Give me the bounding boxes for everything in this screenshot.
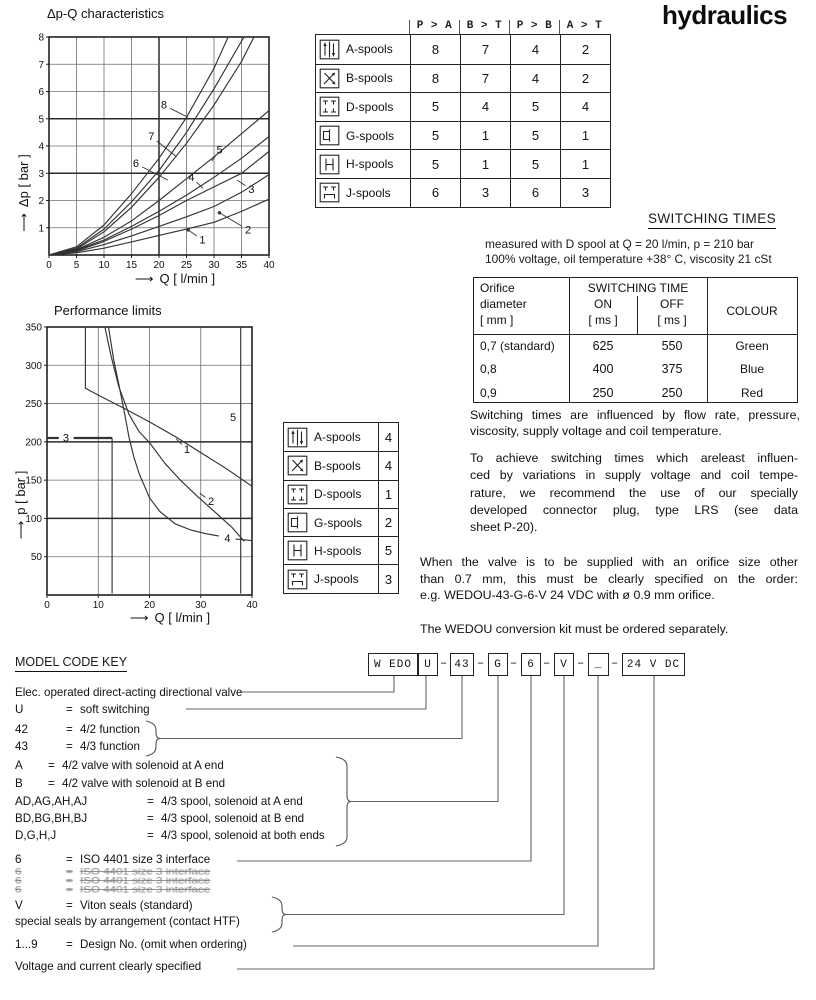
x-tick-label: 15 xyxy=(125,260,138,271)
code-separator: – xyxy=(577,656,585,670)
curve-label-8: 8 xyxy=(160,99,168,112)
spool-col-header: P > B xyxy=(509,20,559,34)
conversion-kit-note: The WEDOU conversion kit must be ordered separately. xyxy=(420,622,729,636)
legend-description: soft switching xyxy=(80,703,150,716)
spool-value-cell: 4 xyxy=(378,451,398,479)
legend-description: 4/3 spool, solenoid at A end xyxy=(161,795,303,808)
curve-4b xyxy=(236,539,252,541)
on-header: [ ms ] xyxy=(588,313,618,327)
legend-description: 4/2 valve with solenoid at B end xyxy=(62,777,226,790)
legend-row xyxy=(15,740,140,753)
code-separator: – xyxy=(543,656,551,670)
legend-code: B xyxy=(15,777,23,790)
legend-description: Viton seals (standard) xyxy=(80,899,193,912)
spool-value-cell: 1 xyxy=(560,121,610,150)
spool-row-label xyxy=(316,35,410,64)
spool-value-cell: 5 xyxy=(410,149,460,178)
legend-description: 4/3 spool, solenoid at both ends xyxy=(161,829,325,842)
legend-equals: = xyxy=(66,875,73,886)
brand-logo: hydraulics xyxy=(662,0,788,30)
label-leader-line xyxy=(170,108,188,117)
spool-label-text: G-spools xyxy=(346,128,395,143)
curve-label-6: 6 xyxy=(132,158,139,171)
note-line: developed connector plug, type LRS (see data xyxy=(470,502,798,517)
y-tick-label: 100 xyxy=(25,513,42,525)
x-tick-label: 0 xyxy=(44,600,50,611)
a-spool-icon xyxy=(319,39,340,60)
condition-line: measured with D spool at Q = 20 l/min, p = 210 bar xyxy=(485,237,755,251)
on-header: ON xyxy=(594,297,612,311)
connector-valve xyxy=(240,676,394,692)
brace-spool xyxy=(336,757,351,846)
spool-label-text: J-spools xyxy=(346,185,391,200)
model-code-box: W EDO xyxy=(368,653,418,676)
connector-seals xyxy=(286,676,564,915)
x-tick-label: 20 xyxy=(143,600,156,611)
spool-label-text: D-spools xyxy=(346,99,394,114)
leader-dot xyxy=(218,211,221,214)
connector-design xyxy=(293,676,598,946)
spool-value-cell: 8 xyxy=(410,35,460,64)
spool-value-cell: 1 xyxy=(460,149,510,178)
x-axis-arrow-icon: ⟶ xyxy=(129,610,148,625)
legend-code: U xyxy=(15,703,24,716)
switching-conditions xyxy=(485,237,772,267)
spool-value-cell: 5 xyxy=(378,536,398,564)
legend-row xyxy=(15,777,225,790)
spool-row-label xyxy=(284,508,378,536)
spool-table-top-header xyxy=(409,20,609,34)
colour-header: COLOUR xyxy=(726,304,778,318)
g-spool-icon xyxy=(287,512,308,533)
dpq-x-axis-label: ⟶ Q [ l/min ] xyxy=(134,271,216,286)
y-axis-arrow-icon: ⟶ xyxy=(13,521,28,540)
model-code-box: U xyxy=(418,653,438,676)
y-axis-arrow-icon: ⟶ xyxy=(16,214,31,232)
y-tick-label: 4 xyxy=(38,141,44,153)
b-spool-icon xyxy=(319,68,340,89)
spool-value-cell: 6 xyxy=(510,178,560,207)
condition-line: 100% voltage, oil temperature +38° C, viscosity 21 cSt xyxy=(485,252,772,266)
limits-y-axis-label: ⟶p [ bar ] xyxy=(13,470,28,540)
x-tick-label: 30 xyxy=(208,260,220,271)
spool-label-text: H-spools xyxy=(346,157,394,172)
curve-6 xyxy=(49,34,255,255)
spool-value-cell: 1 xyxy=(560,149,610,178)
note-line: rature, we recommend the use of our specially xyxy=(470,485,798,500)
y-tick-label: 300 xyxy=(25,360,42,372)
spool-value-cell: 4 xyxy=(460,92,510,121)
off-header: [ ms ] xyxy=(657,313,687,327)
curve-label-3: 3 xyxy=(62,432,70,445)
y-tick-label: 1 xyxy=(38,223,44,235)
table-divider xyxy=(474,334,797,335)
limits-chart-title: Performance limits xyxy=(54,303,162,318)
legend-equals: = xyxy=(66,866,73,877)
orifice-cell: 0,9 xyxy=(480,385,497,400)
x-tick-label: 25 xyxy=(180,260,193,271)
code-separator: – xyxy=(510,656,518,670)
legend-code: 43 xyxy=(15,740,28,753)
g-spool-icon xyxy=(319,125,340,146)
x-tick-label: 10 xyxy=(98,260,110,271)
curve-label-5: 5 xyxy=(229,411,237,424)
y-tick-label: 150 xyxy=(25,475,42,487)
legend-code: 6 xyxy=(15,853,22,866)
note-line: viscosity, supply voltage and coil temperature. xyxy=(470,423,722,438)
curve-label-1: 1 xyxy=(199,234,206,247)
spool-row-label xyxy=(284,564,378,592)
spool-row-label xyxy=(316,178,410,207)
legend-code: 6 xyxy=(15,875,22,886)
on-time-cell: 625 xyxy=(592,339,614,353)
j-spool-icon xyxy=(319,182,340,203)
spool-col-header: P > A xyxy=(409,20,459,34)
curve-label-4: 4 xyxy=(188,171,195,184)
legend-code: BD,BG,BH,BJ xyxy=(15,812,88,825)
curve-label-4: 4 xyxy=(224,532,231,545)
legend-description: 4/2 valve with solenoid at A end xyxy=(62,759,224,772)
d-spool-icon xyxy=(319,96,340,117)
on-time-cell: 250 xyxy=(592,385,614,400)
y-tick-label: 2 xyxy=(38,196,44,207)
orifice-order-note xyxy=(420,554,798,604)
legend-description: ISO 4401 size 3 interface xyxy=(80,875,211,886)
curve-label-2: 2 xyxy=(207,496,215,509)
curve-label-7: 7 xyxy=(148,130,155,143)
spool-label-text: H-spools xyxy=(314,543,362,558)
limits-chart xyxy=(24,322,280,616)
orifice-cell: 0,8 xyxy=(480,362,497,377)
legend-row xyxy=(15,686,243,699)
legend-equals: = xyxy=(48,777,55,790)
legend-code: 6 xyxy=(15,866,22,877)
legend-equals: = xyxy=(66,723,73,736)
legend-equals: = xyxy=(66,899,73,912)
legend-row xyxy=(15,795,303,808)
h-spool-icon xyxy=(287,540,308,561)
x-tick-label: 40 xyxy=(246,600,258,611)
y-tick-label: 350 xyxy=(25,322,42,334)
legend-equals: = xyxy=(147,829,154,842)
spool-value-cell: 1 xyxy=(378,480,398,508)
legend-code: D,G,H,J xyxy=(15,829,57,842)
legend-description: Elec. operated direct-acting directional valve xyxy=(15,686,243,699)
spool-value-cell: 3 xyxy=(560,178,610,207)
a-spool-icon xyxy=(287,427,308,448)
x-tick-label: 0 xyxy=(46,260,52,271)
switching-times-table xyxy=(473,277,798,403)
curve-label-2: 2 xyxy=(245,224,252,237)
legend-description: ISO 4401 size 3 interface xyxy=(80,866,211,877)
spool-value-cell: 4 xyxy=(560,92,610,121)
limits-x-axis-label: ⟶ Q [ l/min ] xyxy=(129,610,211,625)
model-code-box: 24 V DC xyxy=(622,653,685,676)
switching-times-heading: SWITCHING TIMES xyxy=(648,211,776,229)
dpq-chart xyxy=(30,30,290,278)
legend-row xyxy=(15,723,140,736)
curve-label-1: 1 xyxy=(183,444,190,457)
dpq-y-axis-label: ⟶Δp [ bar ] xyxy=(16,154,31,232)
leader-dot xyxy=(186,228,189,231)
on-time-cell: 400 xyxy=(592,362,614,377)
spool-table-top xyxy=(315,34,611,208)
off-header: OFF xyxy=(660,297,684,311)
orifice-header: diameter xyxy=(480,297,527,311)
note-line: Switching times are influenced by flow rate, pressure, xyxy=(470,408,800,422)
legend-row xyxy=(15,938,247,951)
spool-value-cell: 8 xyxy=(410,64,460,93)
spool-row-label xyxy=(284,480,378,508)
legend-description: special seals by arrangement (contact HTF) xyxy=(15,915,240,928)
legend-equals: = xyxy=(147,795,154,808)
note-line: To achieve switching times which areleast influen- xyxy=(470,451,798,465)
legend-description: Voltage and current clearly specified xyxy=(15,960,202,973)
legend-code: AD,AG,AH,AJ xyxy=(15,795,88,808)
brace-function xyxy=(146,721,160,756)
spool-label-text: B-spools xyxy=(314,458,361,473)
curve-label-3: 3 xyxy=(248,184,255,197)
spool-value-cell: 2 xyxy=(560,64,610,93)
spool-value-cell: 7 xyxy=(460,35,510,64)
code-separator: – xyxy=(440,656,448,670)
legend-code: 6 xyxy=(15,884,22,895)
legend-equals: = xyxy=(147,812,154,825)
spool-value-cell: 4 xyxy=(510,64,560,93)
legend-code: A xyxy=(15,759,23,772)
legend-code: V xyxy=(15,899,23,912)
note-line: When the valve is to be supplied with an orifice size other xyxy=(420,555,798,569)
legend-row xyxy=(15,703,150,716)
y-tick-label: 7 xyxy=(38,59,44,71)
y-tick-label: 3 xyxy=(38,168,44,180)
legend-row xyxy=(15,899,193,912)
spool-label-text: A-spools xyxy=(314,430,361,445)
legend-description: ISO 4401 size 3 interface xyxy=(80,884,211,895)
legend-equals: = xyxy=(66,703,73,716)
legend-equals: = xyxy=(66,938,73,951)
spool-value-cell: 1 xyxy=(460,121,510,150)
spool-value-cell: 6 xyxy=(410,178,460,207)
spool-label-text: A-spools xyxy=(346,42,393,57)
model-code-key-heading: MODEL CODE KEY xyxy=(15,655,127,672)
connector-spool xyxy=(351,676,498,802)
orifice-cell: 0,7 (standard) xyxy=(480,339,555,353)
legend-description: 4/3 function xyxy=(80,740,140,753)
spool-row-label xyxy=(316,121,410,150)
legend-row xyxy=(15,915,240,928)
legend-description: 4/2 function xyxy=(80,723,140,736)
d-spool-icon xyxy=(287,484,308,505)
model-code-box: G xyxy=(488,653,508,676)
legend-description: 4/3 spool, solenoid at B end xyxy=(161,812,305,825)
y-tick-label: 50 xyxy=(30,552,42,564)
colour-cell: Green xyxy=(735,339,769,353)
note-line: e.g. WEDOU-43-G-6-V 24 VDC with ø 0.9 mm orifice. xyxy=(420,588,715,603)
legend-code: 42 xyxy=(15,723,28,736)
colour-cell: Red xyxy=(740,385,763,400)
legend-equals: = xyxy=(66,884,73,895)
colour-cell: Blue xyxy=(739,362,765,377)
spool-row-label xyxy=(284,451,378,479)
orifice-header: Orifice xyxy=(480,281,515,295)
off-time-cell: 250 xyxy=(661,385,683,400)
spool-col-header: B > T xyxy=(459,20,509,34)
switching-time-group-header: SWITCHING TIME xyxy=(587,281,689,295)
off-time-cell: 375 xyxy=(661,362,683,377)
x-tick-label: 40 xyxy=(263,260,275,271)
x-tick-label: 30 xyxy=(195,600,207,611)
spool-value-cell: 5 xyxy=(510,121,560,150)
y-tick-label: 6 xyxy=(38,87,44,98)
legend-row xyxy=(15,884,210,894)
spool-value-cell: 4 xyxy=(510,35,560,64)
j-spool-icon xyxy=(287,569,308,590)
code-separator: – xyxy=(477,656,485,670)
spool-value-cell: 2 xyxy=(378,508,398,536)
curve-label-5: 5 xyxy=(216,144,223,157)
spool-label-text: J-spools xyxy=(314,572,359,587)
y-tick-label: 250 xyxy=(25,399,42,411)
spool-value-cell: 3 xyxy=(460,178,510,207)
spool-value-cell: 7 xyxy=(460,64,510,93)
note-line: ced by variations in supply voltage and coil tempe- xyxy=(470,468,798,483)
legend-code: 1...9 xyxy=(15,938,38,951)
spool-table-limits xyxy=(283,422,399,594)
spool-row-label xyxy=(316,149,410,178)
spool-value-cell: 2 xyxy=(560,35,610,64)
curve-4 xyxy=(109,327,219,536)
curve-2 xyxy=(105,327,244,541)
spool-row-label xyxy=(316,64,410,93)
legend-row xyxy=(15,853,210,866)
model-code-box: V xyxy=(554,653,574,676)
spool-row-label xyxy=(316,92,410,121)
spool-value-cell: 5 xyxy=(410,92,460,121)
code-separator: – xyxy=(611,656,619,670)
y-tick-label: 200 xyxy=(25,437,42,449)
y-tick-label: 8 xyxy=(38,32,44,44)
b-spool-icon xyxy=(287,455,308,476)
model-code-box: 43 xyxy=(450,653,474,676)
spool-col-header: A > T xyxy=(559,20,609,34)
spool-value-cell: 4 xyxy=(378,423,398,451)
switching-note-1 xyxy=(470,408,800,439)
legend-row xyxy=(15,829,325,842)
spool-value-cell: 5 xyxy=(510,92,560,121)
x-tick-label: 5 xyxy=(73,260,80,271)
brace-seals xyxy=(272,897,286,932)
x-tick-label: 10 xyxy=(92,600,104,611)
spool-row-label xyxy=(284,536,378,564)
note-line: sheet P-20). xyxy=(470,520,538,535)
legend-equals: = xyxy=(66,740,73,753)
legend-row xyxy=(15,960,201,973)
y-tick-label: 5 xyxy=(38,114,44,126)
legend-row xyxy=(15,812,304,825)
legend-description: Design No. (omit when ordering) xyxy=(80,938,247,951)
switching-note-2 xyxy=(470,450,798,536)
spool-label-text: D-spools xyxy=(314,487,362,502)
legend-row xyxy=(15,759,224,772)
model-code-box: _ xyxy=(588,653,609,676)
dpq-chart-title: Δp-Q characteristics xyxy=(47,6,165,21)
spool-row-label xyxy=(284,423,378,451)
legend-equals: = xyxy=(48,759,55,772)
spool-value-cell: 3 xyxy=(378,564,398,592)
spool-label-text: G-spools xyxy=(314,515,363,530)
x-tick-label: 35 xyxy=(235,260,248,271)
note-line: than 0.7 mm, this must be clearly specified on the order: xyxy=(420,571,798,586)
legend-equals: = xyxy=(66,853,73,866)
orifice-header: [ mm ] xyxy=(480,313,514,327)
model-code-box: 6 xyxy=(521,653,541,676)
x-axis-arrow-icon: ⟶ xyxy=(134,271,153,286)
x-tick-label: 20 xyxy=(153,260,165,271)
h-spool-icon xyxy=(319,154,340,175)
spool-value-cell: 5 xyxy=(510,149,560,178)
spool-value-cell: 5 xyxy=(410,121,460,150)
legend-description: ISO 4401 size 3 interface xyxy=(80,853,211,866)
label-leader-line xyxy=(220,213,243,227)
spool-label-text: B-spools xyxy=(346,71,393,86)
off-time-cell: 550 xyxy=(661,339,683,353)
